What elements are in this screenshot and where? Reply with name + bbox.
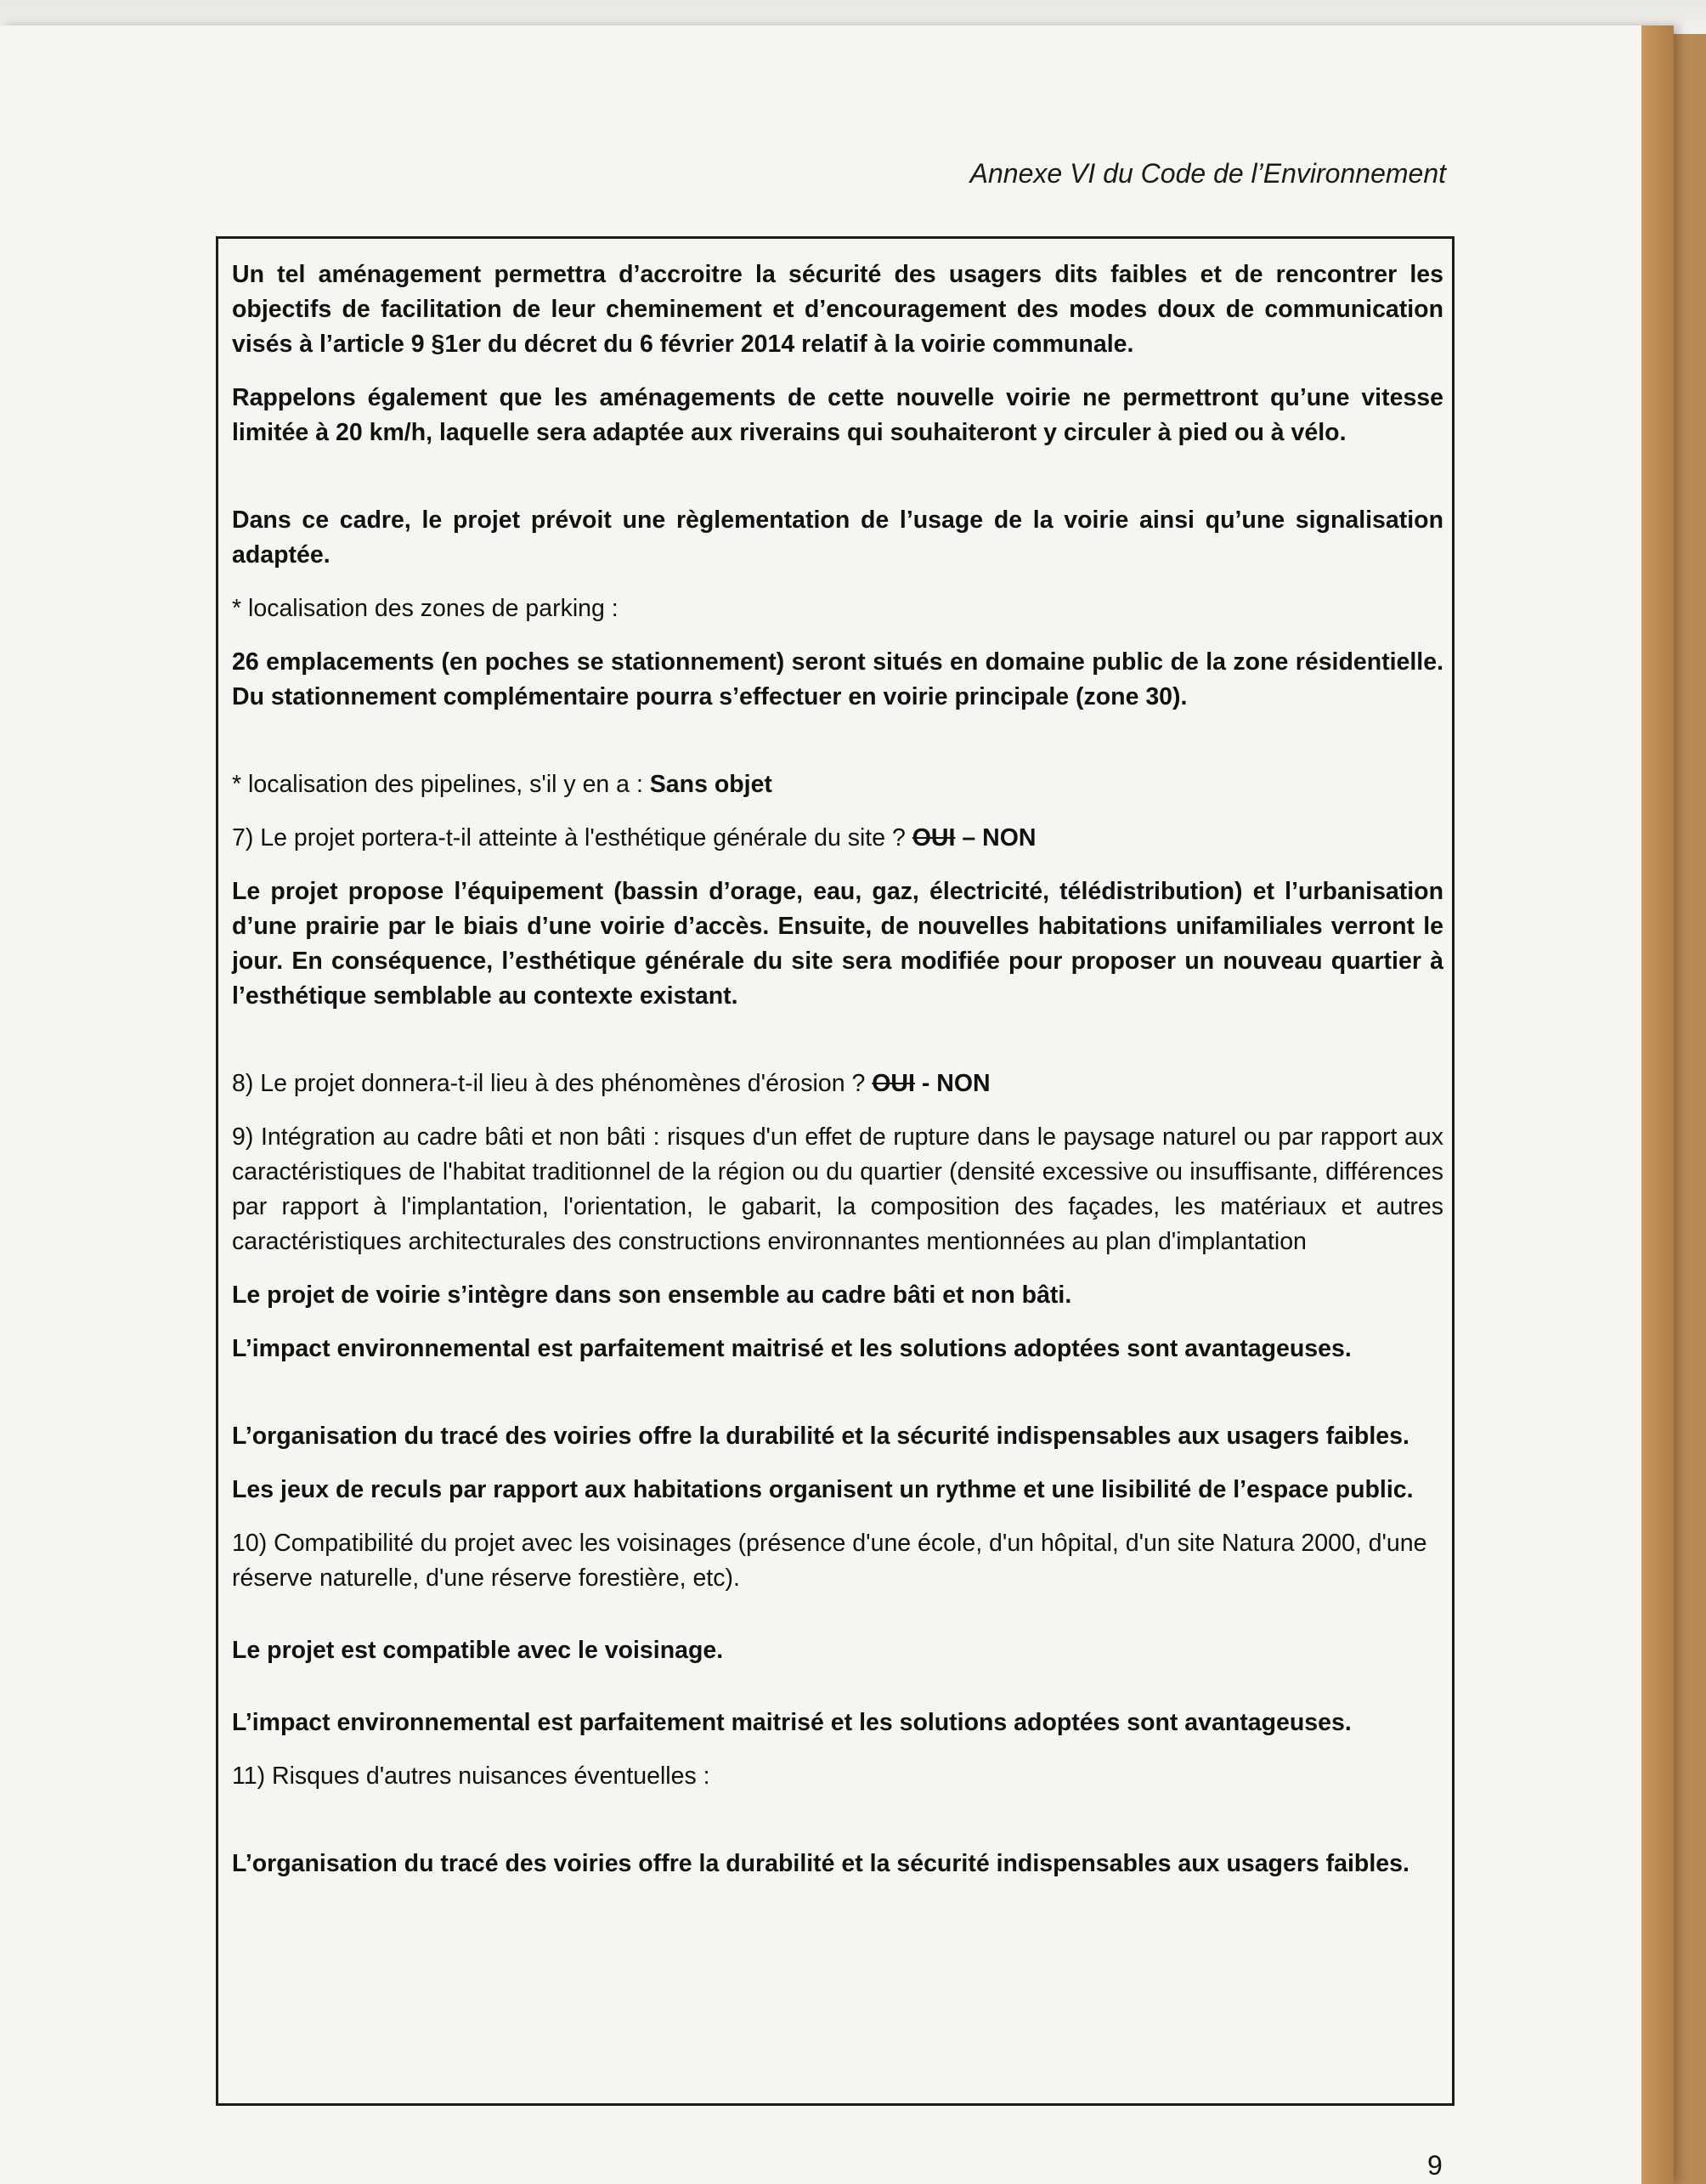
answer-9-reculs: Les jeux de reculs par rapport aux habitations organisent un rythme et une lisibilité de l’espace public. (232, 1476, 1414, 1503)
question-8-oui-struck: OUI (872, 1070, 915, 1097)
page-number: 9 (1427, 2150, 1443, 2181)
question-7-non: – NON (955, 824, 1037, 852)
answer-9-integration: Le projet de voirie s’intègre dans son ensemble au cadre bâti et non bâti. (232, 1282, 1072, 1309)
question-7-text: 7) Le projet portera-t-il atteinte à l'esthétique générale du site ? (232, 824, 912, 852)
parking-answer: 26 emplacements (en poches se stationnement) seront situés en domaine public de la zone résidentielle. Du stationnement complémentaire pourra s’effectuer en voirie principale (zone 30). (232, 648, 1443, 710)
question-7-oui-struck: OUI (912, 824, 956, 852)
paragraph-speed-limit: Rappelons également que les aménagements de cette nouvelle voirie ne permettront qu’une vitesse limitée à 20 km/h, laquelle sera adaptée aux riverains qui souhaiteront y circuler à pied ou à vélo. (232, 384, 1443, 446)
answer-10-impact: L’impact environnemental est parfaitement maitrisé et les solutions adoptées sont avantageuses. (232, 1709, 1352, 1736)
page-edge (1641, 25, 1674, 2184)
answer-9-impact: L’impact environnemental est parfaitement maitrisé et les solutions adoptées sont avantageuses. (232, 1335, 1352, 1362)
question-11: 11) Risques d'autres nuisances éventuelles : (232, 1762, 710, 1790)
answer-7: Le projet propose l’équipement (bassin d’orage, eau, gaz, électricité, télédistribution) et l’urbanisation d’une prairie par le biais d’une voirie d’accès. Ensuite, de nouvelles habitations unifamiliales verront le jour. En conséquence, l’esthétique générale du site sera modifiée pour proposer un nouveau quartier à l’esthétique semblable au contexte existant. (232, 878, 1443, 1010)
question-7 (232, 821, 1443, 856)
answer-9-organisation: L’organisation du tracé des voiries offre la durabilité et la sécurité indispensables aux usagers faibles. (232, 1423, 1409, 1450)
paragraph-safety: Un tel aménagement permettra d’accroitre la sécurité des usagers dits faibles et de rencontrer les objectifs de facilitation de leur cheminement et d’encouragement des modes doux de communication visés à l’article 9 §1er du décret du 6 février 2014 relatif à la voirie communale. (232, 261, 1443, 358)
pipelines-answer: Sans objet (649, 771, 772, 798)
page-header: Annexe VI du Code de l’Environnement (969, 158, 1446, 189)
answer-box (216, 236, 1455, 2106)
paragraph-regulation: Dans ce cadre, le projet prévoit une règlementation de l’usage de la voirie ainsi qu’une signalisation adaptée. (232, 506, 1443, 569)
question-9: 9) Intégration au cadre bâti et non bâti : risques d'un effet de rupture dans le paysage naturel ou par rapport aux caractéristiques de l'habitat traditionnel de la région ou du quartier (densité excessive ou insuffisante, différences par rapport à l'implantation, l'orientation, le gabarit, la composition des façades, les matériaux et autres caractéristiques architecturales des constructions environnantes mentionnées au plan d'implantation (232, 1123, 1443, 1255)
question-10: 10) Compatibilité du projet avec les voisinages (présence d'une école, d'un hôpital, d'un site Natura 2000, d'une réserve naturelle, d'une réserve forestière, etc). (232, 1530, 1427, 1592)
answer-10-compatible: Le projet est compatible avec le voisinage. (232, 1637, 724, 1664)
pipelines-line (232, 767, 1443, 802)
question-8-text: 8) Le projet donnera-t-il lieu à des phénomènes d'érosion ? (232, 1070, 873, 1097)
answer-11: L’organisation du tracé des voiries offre la durabilité et la sécurité indispensables aux usagers faibles. (232, 1850, 1409, 1877)
question-8-non: - NON (914, 1070, 991, 1097)
pipelines-question: * localisation des pipelines, s'il y en a : (232, 771, 650, 798)
parking-question: * localisation des zones de parking : (232, 595, 619, 622)
question-8 (232, 1067, 1443, 1101)
